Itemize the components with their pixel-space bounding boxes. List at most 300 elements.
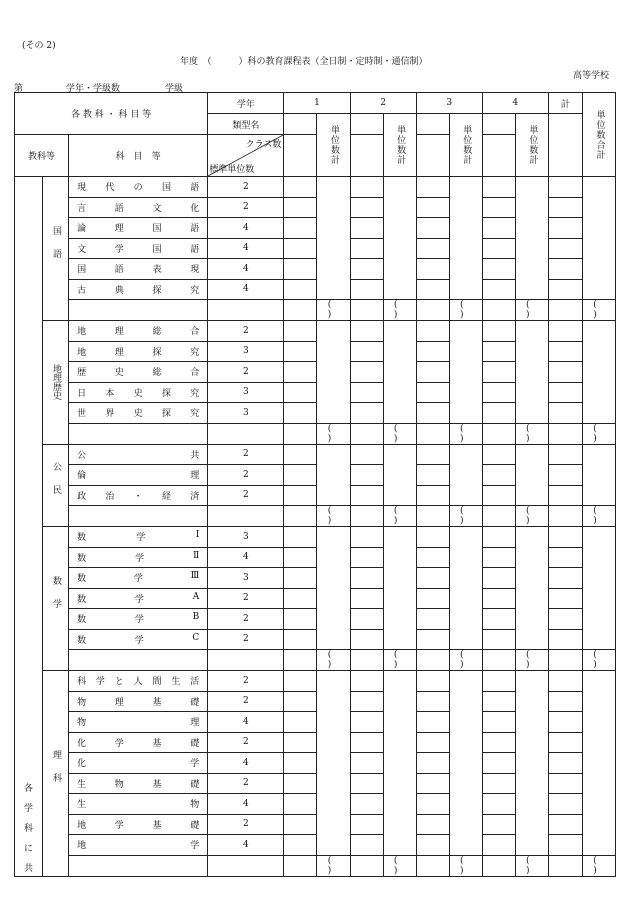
unit-input-g2[interactable] bbox=[350, 506, 383, 527]
total-type-cell[interactable] bbox=[548, 114, 582, 177]
total-cell[interactable] bbox=[548, 403, 582, 424]
unit-input-g1[interactable] bbox=[284, 197, 317, 218]
unit-input-g4[interactable] bbox=[482, 238, 515, 259]
unit-input-g4[interactable] bbox=[482, 527, 515, 548]
unit-input-g3[interactable] bbox=[416, 547, 449, 568]
unit-input-g1[interactable] bbox=[284, 218, 317, 239]
unit-input-g4[interactable] bbox=[482, 712, 515, 733]
kyoka-group-2 bbox=[43, 444, 69, 527]
unit-input-g2[interactable] bbox=[350, 588, 383, 609]
subject-char: 総 bbox=[152, 327, 162, 338]
std-units: 2 bbox=[208, 197, 284, 218]
unit-subtotal-g4[interactable] bbox=[515, 321, 548, 424]
unit-input-g2[interactable] bbox=[350, 403, 383, 424]
unit-input-g4[interactable] bbox=[482, 259, 515, 280]
unit-input-g4[interactable] bbox=[482, 609, 515, 630]
unit-total-cell[interactable] bbox=[582, 177, 615, 300]
kyoka-group-4 bbox=[43, 671, 69, 877]
unit-input-g3[interactable] bbox=[416, 423, 449, 444]
total-cell[interactable] bbox=[548, 341, 582, 362]
std-units: 2 bbox=[208, 732, 284, 753]
unit-input-g1[interactable] bbox=[284, 403, 317, 424]
unit-input-g4[interactable] bbox=[482, 403, 515, 424]
unit-subtotal-g4[interactable] bbox=[515, 527, 548, 650]
bracket-g2: ( ) bbox=[383, 423, 416, 444]
bracket-g1: ( ) bbox=[317, 300, 350, 321]
total-cell[interactable] bbox=[548, 794, 582, 815]
unit-subtotal-g4[interactable] bbox=[515, 177, 548, 300]
unit-subtotal-g4[interactable] bbox=[515, 444, 548, 506]
subject-char: 学 bbox=[134, 635, 144, 646]
subject-name bbox=[69, 197, 208, 218]
type-cell-4[interactable] bbox=[482, 114, 515, 135]
total-cell[interactable] bbox=[548, 527, 582, 548]
unit-input-g1[interactable] bbox=[284, 588, 317, 609]
grade-3-header: 3 bbox=[416, 93, 482, 114]
unit-input-g2[interactable] bbox=[350, 444, 383, 465]
total-cell[interactable] bbox=[548, 732, 582, 753]
subtotal-label-3: 単位数計 bbox=[461, 125, 472, 165]
subject-char: 治 bbox=[105, 491, 115, 502]
unit-input-g2[interactable] bbox=[350, 259, 383, 280]
page-title: 年度 （ ）科の教育課程表（全日制・定時制・通信制） bbox=[180, 57, 428, 67]
unit-input-g3[interactable] bbox=[416, 568, 449, 589]
common-subjects-side-label bbox=[15, 177, 43, 877]
subject-char: 共 bbox=[190, 450, 200, 461]
unit-input-g3[interactable] bbox=[416, 773, 449, 794]
total-cell[interactable] bbox=[548, 485, 582, 506]
unit-input-g1[interactable] bbox=[284, 814, 317, 835]
unit-input-g4[interactable] bbox=[482, 218, 515, 239]
unit-input-g4[interactable] bbox=[482, 814, 515, 835]
total-cell[interactable] bbox=[548, 259, 582, 280]
unit-input-g3[interactable] bbox=[416, 855, 449, 876]
unit-input-g1[interactable] bbox=[284, 732, 317, 753]
unit-input-g3[interactable] bbox=[416, 403, 449, 424]
type-cell-2[interactable] bbox=[350, 114, 383, 135]
subject-name bbox=[69, 588, 208, 609]
unit-input-g4[interactable] bbox=[482, 362, 515, 383]
total-cell[interactable] bbox=[548, 362, 582, 383]
subject-char: 現 bbox=[190, 265, 200, 276]
unit-subtotal-g3[interactable] bbox=[449, 444, 482, 506]
subject-char: 国 bbox=[161, 183, 171, 194]
unit-input-g2[interactable] bbox=[350, 794, 383, 815]
subject-char: 数 bbox=[77, 635, 87, 646]
std-units: 4 bbox=[208, 794, 284, 815]
unit-subtotal-g3[interactable] bbox=[449, 671, 482, 856]
unit-input-g3[interactable] bbox=[416, 279, 449, 300]
unit-input-g2[interactable] bbox=[350, 465, 383, 486]
total-cell[interactable] bbox=[548, 218, 582, 239]
subtotal-label-4: 単位数計 bbox=[527, 125, 538, 165]
unit-input-g1[interactable] bbox=[284, 321, 317, 342]
total-cell[interactable] bbox=[548, 506, 582, 527]
unit-input-g1[interactable] bbox=[284, 362, 317, 383]
subject-char: 語 bbox=[114, 265, 124, 276]
total-cell[interactable] bbox=[548, 629, 582, 650]
unit-input-g1[interactable] bbox=[284, 855, 317, 876]
unit-input-g2[interactable] bbox=[350, 177, 383, 198]
unit-input-g3[interactable] bbox=[416, 218, 449, 239]
total-cell[interactable] bbox=[548, 547, 582, 568]
unit-input-g1[interactable] bbox=[284, 671, 317, 692]
unit-input-g4[interactable] bbox=[482, 423, 515, 444]
unit-input-g1[interactable] bbox=[284, 527, 317, 548]
subject-char: 史 bbox=[114, 368, 124, 379]
unit-input-g3[interactable] bbox=[416, 588, 449, 609]
subject-char: 物 bbox=[190, 800, 200, 811]
unit-input-g2[interactable] bbox=[350, 279, 383, 300]
total-cell[interactable] bbox=[548, 321, 582, 342]
subtotal-name-cell bbox=[69, 506, 208, 527]
std-units: 4 bbox=[208, 259, 284, 280]
unit-input-g4[interactable] bbox=[482, 177, 515, 198]
unit-input-g3[interactable] bbox=[416, 609, 449, 630]
unit-input-g3[interactable] bbox=[416, 341, 449, 362]
unit-subtotal-g3[interactable] bbox=[449, 321, 482, 424]
unit-input-g4[interactable] bbox=[482, 279, 515, 300]
type-label: 類型名 bbox=[208, 114, 284, 135]
unit-input-g4[interactable] bbox=[482, 444, 515, 465]
bracket-total: ( ) bbox=[582, 506, 615, 527]
subject-char: 理 bbox=[114, 697, 124, 708]
subject-char: 数 bbox=[77, 574, 87, 585]
unit-input-g3[interactable] bbox=[416, 197, 449, 218]
unit-input-g2[interactable] bbox=[350, 732, 383, 753]
subject-char: 古 bbox=[77, 285, 87, 296]
total-cell[interactable] bbox=[548, 588, 582, 609]
subject-char: 活 bbox=[190, 677, 200, 688]
unit-input-g2[interactable] bbox=[350, 547, 383, 568]
unit-input-g2[interactable] bbox=[350, 382, 383, 403]
total-cell[interactable] bbox=[548, 712, 582, 733]
unit-input-g3[interactable] bbox=[416, 732, 449, 753]
total-cell[interactable] bbox=[548, 423, 582, 444]
unit-input-g4[interactable] bbox=[482, 382, 515, 403]
grade-2-header: 2 bbox=[350, 93, 416, 114]
unit-input-g2[interactable] bbox=[350, 835, 383, 856]
unit-subtotal-g1[interactable] bbox=[317, 321, 350, 424]
unit-input-g3[interactable] bbox=[416, 506, 449, 527]
unit-total-cell[interactable] bbox=[582, 444, 615, 506]
unit-input-g2[interactable] bbox=[350, 609, 383, 630]
subject-char: 語 bbox=[190, 224, 200, 235]
unit-input-g1[interactable] bbox=[284, 485, 317, 506]
subject-char: 人 bbox=[133, 677, 143, 688]
unit-input-g3[interactable] bbox=[416, 650, 449, 671]
unit-subtotal-g3[interactable] bbox=[449, 527, 482, 650]
unit-input-g3[interactable] bbox=[416, 238, 449, 259]
unit-input-g4[interactable] bbox=[482, 506, 515, 527]
subtotal-header-2 bbox=[383, 114, 416, 177]
subtotal-name-cell bbox=[69, 300, 208, 321]
unit-input-g4[interactable] bbox=[482, 671, 515, 692]
unit-subtotal-g2[interactable] bbox=[383, 444, 416, 506]
subject-char: 数 bbox=[77, 615, 87, 626]
subject-name bbox=[69, 773, 208, 794]
unit-input-g4[interactable] bbox=[482, 300, 515, 321]
subject-char: 論 bbox=[77, 224, 87, 235]
unit-subtotal-g2[interactable] bbox=[383, 527, 416, 650]
unit-subtotal-g1[interactable] bbox=[317, 444, 350, 506]
unit-subtotal-g4[interactable] bbox=[515, 671, 548, 856]
type-cell-3[interactable] bbox=[416, 114, 449, 135]
subtotal-name-cell bbox=[69, 855, 208, 876]
unit-input-g3[interactable] bbox=[416, 362, 449, 383]
unit-input-g1[interactable] bbox=[284, 341, 317, 362]
unit-input-g1[interactable] bbox=[284, 753, 317, 774]
total-cell[interactable] bbox=[548, 609, 582, 630]
class-count-cell-1[interactable] bbox=[284, 135, 317, 177]
unit-input-g2[interactable] bbox=[350, 300, 383, 321]
unit-input-g2[interactable] bbox=[350, 568, 383, 589]
total-cell[interactable] bbox=[548, 444, 582, 465]
unit-input-g1[interactable] bbox=[284, 444, 317, 465]
unit-input-g3[interactable] bbox=[416, 382, 449, 403]
bracket-g1: ( ) bbox=[317, 650, 350, 671]
unit-input-g1[interactable] bbox=[284, 238, 317, 259]
subject-char: B bbox=[192, 612, 200, 623]
unit-input-g2[interactable] bbox=[350, 712, 383, 733]
std-units: 4 bbox=[208, 835, 284, 856]
unit-input-g1[interactable] bbox=[284, 465, 317, 486]
subject-char: 文 bbox=[152, 203, 162, 214]
unit-input-g2[interactable] bbox=[350, 423, 383, 444]
unit-total-cell[interactable] bbox=[582, 527, 615, 650]
subtotal-units-cell bbox=[208, 506, 284, 527]
unit-subtotal-g2[interactable] bbox=[383, 177, 416, 300]
subject-char: 生 bbox=[171, 677, 181, 688]
std-units: 2 bbox=[208, 177, 284, 198]
unit-input-g1[interactable] bbox=[284, 506, 317, 527]
unit-input-g4[interactable] bbox=[482, 568, 515, 589]
total-cell[interactable] bbox=[548, 238, 582, 259]
unit-input-g4[interactable] bbox=[482, 732, 515, 753]
grade-1-header: 1 bbox=[284, 93, 350, 114]
subject-char: 究 bbox=[190, 347, 200, 358]
bracket-total: ( ) bbox=[582, 300, 615, 321]
unit-input-g3[interactable] bbox=[416, 321, 449, 342]
unit-input-g3[interactable] bbox=[416, 465, 449, 486]
side-label-char: 科 bbox=[24, 823, 34, 834]
grade-line-class: 学級 bbox=[165, 84, 184, 94]
unit-input-g1[interactable] bbox=[284, 773, 317, 794]
subject-char: 学 bbox=[190, 759, 200, 770]
type-cell-1[interactable] bbox=[284, 114, 317, 135]
unit-input-g3[interactable] bbox=[416, 177, 449, 198]
unit-input-g2[interactable] bbox=[350, 321, 383, 342]
subtotal-header-4 bbox=[515, 114, 548, 177]
unit-input-g2[interactable] bbox=[350, 527, 383, 548]
unit-input-g1[interactable] bbox=[284, 712, 317, 733]
subject-char: 探 bbox=[161, 388, 171, 399]
unit-input-g4[interactable] bbox=[482, 691, 515, 712]
subject-char: 化 bbox=[190, 203, 200, 214]
unit-input-g3[interactable] bbox=[416, 485, 449, 506]
subject-char: 現 bbox=[77, 183, 87, 194]
unit-input-g4[interactable] bbox=[482, 321, 515, 342]
unit-input-g1[interactable] bbox=[284, 691, 317, 712]
unit-input-g3[interactable] bbox=[416, 753, 449, 774]
unit-subtotal-g1[interactable] bbox=[317, 177, 350, 300]
unit-input-g4[interactable] bbox=[482, 835, 515, 856]
unit-input-g1[interactable] bbox=[284, 794, 317, 815]
unit-input-g1[interactable] bbox=[284, 259, 317, 280]
unit-total-label: 単位数合計 bbox=[594, 109, 605, 160]
kyoka-group-1 bbox=[43, 321, 69, 445]
unit-input-g3[interactable] bbox=[416, 794, 449, 815]
unit-input-g1[interactable] bbox=[284, 279, 317, 300]
unit-input-g2[interactable] bbox=[350, 238, 383, 259]
subject-char: 済 bbox=[190, 491, 200, 502]
unit-input-g4[interactable] bbox=[482, 588, 515, 609]
unit-input-g3[interactable] bbox=[416, 259, 449, 280]
kyoka-name: 国語 bbox=[51, 225, 62, 272]
subject-char: 理 bbox=[190, 471, 200, 482]
unit-input-g2[interactable] bbox=[350, 362, 383, 383]
total-cell[interactable] bbox=[548, 382, 582, 403]
unit-input-g1[interactable] bbox=[284, 300, 317, 321]
unit-input-g1[interactable] bbox=[284, 382, 317, 403]
total-cell[interactable] bbox=[548, 177, 582, 198]
total-cell[interactable] bbox=[548, 814, 582, 835]
unit-input-g3[interactable] bbox=[416, 835, 449, 856]
subject-char: 学 bbox=[134, 594, 144, 605]
unit-input-g2[interactable] bbox=[350, 197, 383, 218]
subject-name bbox=[69, 279, 208, 300]
unit-input-g2[interactable] bbox=[350, 671, 383, 692]
unit-input-g2[interactable] bbox=[350, 855, 383, 876]
unit-subtotal-g1[interactable] bbox=[317, 527, 350, 650]
unit-input-g4[interactable] bbox=[482, 485, 515, 506]
unit-input-g4[interactable] bbox=[482, 197, 515, 218]
unit-subtotal-g2[interactable] bbox=[383, 671, 416, 856]
total-cell[interactable] bbox=[548, 671, 582, 692]
bracket-g4: ( ) bbox=[515, 423, 548, 444]
subject-name bbox=[69, 835, 208, 856]
subject-char: 学 bbox=[190, 841, 200, 852]
unit-total-cell[interactable] bbox=[582, 671, 615, 856]
unit-input-g3[interactable] bbox=[416, 629, 449, 650]
bracket-g4: ( ) bbox=[515, 506, 548, 527]
unit-input-g3[interactable] bbox=[416, 814, 449, 835]
unit-input-g3[interactable] bbox=[416, 671, 449, 692]
unit-input-g2[interactable] bbox=[350, 814, 383, 835]
bracket-g2: ( ) bbox=[383, 300, 416, 321]
bracket-g3: ( ) bbox=[449, 300, 482, 321]
subject-name bbox=[69, 259, 208, 280]
subject-name bbox=[69, 753, 208, 774]
unit-subtotal-g2[interactable] bbox=[383, 321, 416, 424]
subject-char: Ⅱ bbox=[193, 550, 200, 561]
subject-char: 学 bbox=[95, 677, 105, 688]
unit-input-g1[interactable] bbox=[284, 629, 317, 650]
subject-char: 合 bbox=[190, 327, 200, 338]
std-units: 2 bbox=[208, 629, 284, 650]
unit-input-g3[interactable] bbox=[416, 300, 449, 321]
unit-input-g4[interactable] bbox=[482, 629, 515, 650]
subject-char: 国 bbox=[77, 265, 87, 276]
unit-subtotal-g3[interactable] bbox=[449, 177, 482, 300]
subject-name bbox=[69, 814, 208, 835]
kyoka-group-0 bbox=[43, 177, 69, 321]
total-cell[interactable] bbox=[548, 279, 582, 300]
unit-input-g4[interactable] bbox=[482, 547, 515, 568]
unit-input-g2[interactable] bbox=[350, 691, 383, 712]
bracket-g2: ( ) bbox=[383, 855, 416, 876]
subject-char: 数 bbox=[77, 594, 87, 605]
unit-input-g2[interactable] bbox=[350, 485, 383, 506]
unit-input-g2[interactable] bbox=[350, 218, 383, 239]
total-cell[interactable] bbox=[548, 465, 582, 486]
total-cell[interactable] bbox=[548, 753, 582, 774]
unit-input-g3[interactable] bbox=[416, 691, 449, 712]
unit-input-g2[interactable] bbox=[350, 341, 383, 362]
class-count-cell-4[interactable] bbox=[482, 135, 515, 177]
unit-input-g1[interactable] bbox=[284, 609, 317, 630]
unit-input-g1[interactable] bbox=[284, 568, 317, 589]
class-count-cell-3[interactable] bbox=[416, 135, 449, 177]
total-cell[interactable] bbox=[548, 300, 582, 321]
unit-input-g1[interactable] bbox=[284, 835, 317, 856]
unit-input-g2[interactable] bbox=[350, 753, 383, 774]
subject-name bbox=[69, 465, 208, 486]
total-cell[interactable] bbox=[548, 835, 582, 856]
unit-input-g1[interactable] bbox=[284, 547, 317, 568]
total-cell[interactable] bbox=[548, 691, 582, 712]
unit-input-g4[interactable] bbox=[482, 855, 515, 876]
subject-char: 経 bbox=[161, 491, 171, 502]
unit-input-g3[interactable] bbox=[416, 444, 449, 465]
unit-input-g2[interactable] bbox=[350, 629, 383, 650]
unit-input-g2[interactable] bbox=[350, 650, 383, 671]
total-cell[interactable] bbox=[548, 773, 582, 794]
subject-char: 世 bbox=[77, 409, 87, 420]
subject-char: 化 bbox=[77, 738, 87, 749]
curriculum-table bbox=[14, 92, 616, 877]
subject-name bbox=[69, 444, 208, 465]
bracket-g3: ( ) bbox=[449, 855, 482, 876]
subject-char: の bbox=[133, 183, 143, 194]
unit-input-g4[interactable] bbox=[482, 794, 515, 815]
unit-input-g1[interactable] bbox=[284, 423, 317, 444]
subject-char: と bbox=[114, 677, 124, 688]
bracket-g3: ( ) bbox=[449, 423, 482, 444]
class-count-cell-2[interactable] bbox=[350, 135, 383, 177]
total-cell[interactable] bbox=[548, 855, 582, 876]
unit-input-g4[interactable] bbox=[482, 341, 515, 362]
unit-total-cell[interactable] bbox=[582, 321, 615, 424]
unit-input-g4[interactable] bbox=[482, 753, 515, 774]
unit-input-g2[interactable] bbox=[350, 773, 383, 794]
subject-char: 学 bbox=[114, 820, 124, 831]
total-cell[interactable] bbox=[548, 650, 582, 671]
unit-input-g4[interactable] bbox=[482, 650, 515, 671]
unit-input-g1[interactable] bbox=[284, 650, 317, 671]
subject-char: C bbox=[192, 632, 200, 643]
total-cell[interactable] bbox=[548, 197, 582, 218]
unit-input-g3[interactable] bbox=[416, 712, 449, 733]
grade-line-count: 学年・学級数 bbox=[66, 84, 121, 94]
unit-subtotal-g1[interactable] bbox=[317, 671, 350, 856]
unit-input-g4[interactable] bbox=[482, 465, 515, 486]
unit-input-g4[interactable] bbox=[482, 773, 515, 794]
subject-char: 史 bbox=[133, 409, 143, 420]
unit-input-g1[interactable] bbox=[284, 177, 317, 198]
total-cell[interactable] bbox=[548, 568, 582, 589]
unit-input-g3[interactable] bbox=[416, 527, 449, 548]
